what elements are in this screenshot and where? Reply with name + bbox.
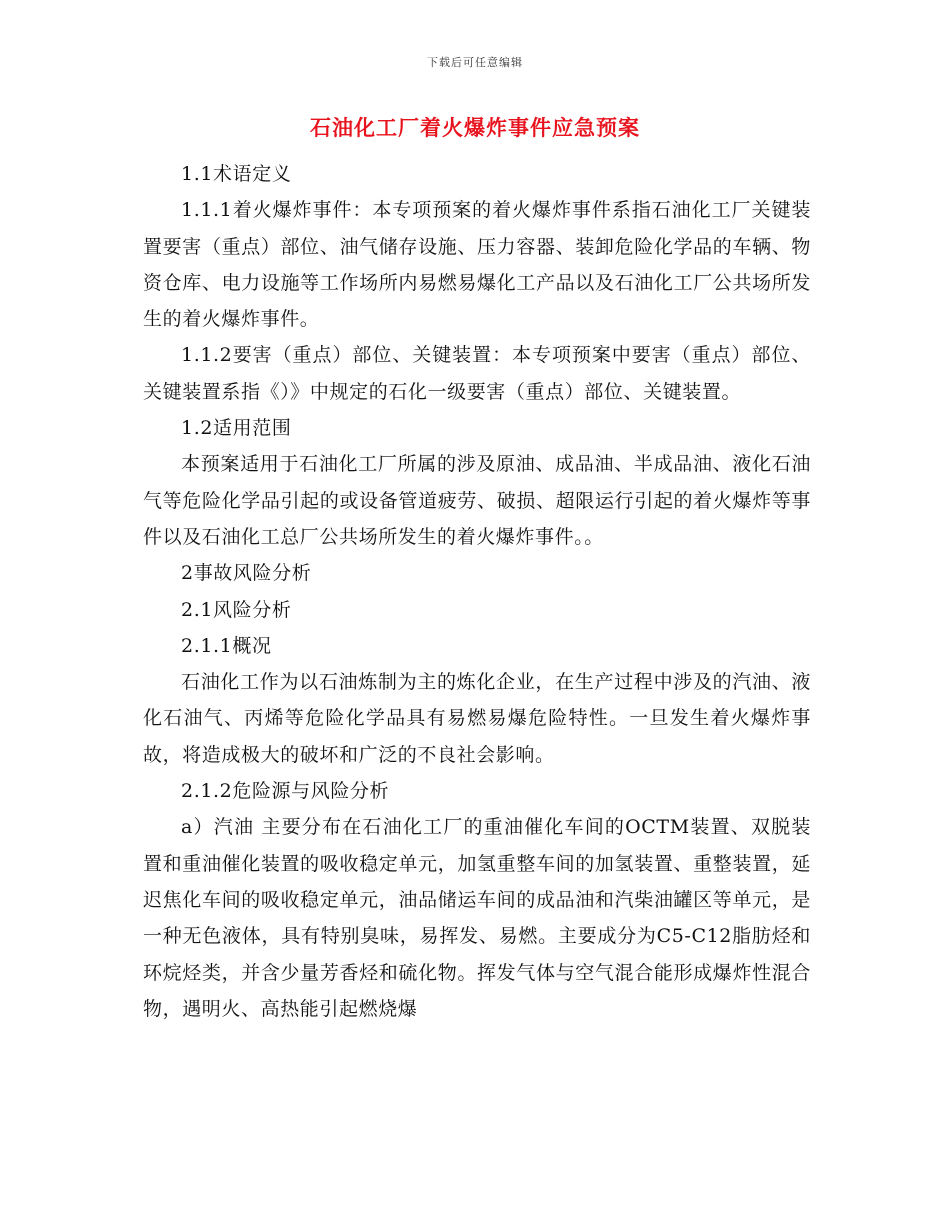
document-body <box>143 156 811 1027</box>
header-note: 下载后可任意编辑 <box>427 56 523 69</box>
paragraph-scope: 本预案适用于石油化工厂所属的涉及原油、成品油、半成品油、液化石油气等危险化学品引起的或设备管道疲劳、破损、超限运行引起的着火爆炸等事件以及石油化工总厂公共场所发生的着火爆炸事件。。 <box>143 453 811 548</box>
section-2-heading: 2事故风险分析 <box>181 562 312 585</box>
paragraph-1-1-1: 1.1.1着火爆炸事件：本专项预案的着火爆炸事件系指石油化工厂关键装置要害（重点）部位、油气储存设施、压力容器、装卸危险化学品的车辆、物资仓库、电力设施等工作场所内易燃易爆化工产品以及石油化工厂公共场所发生的着火爆炸事件。 <box>143 199 811 331</box>
document-title: 石油化工厂着火爆炸事件应急预案 <box>310 115 640 140</box>
section-2-1-2-heading: 2.1.2危险源与风险分析 <box>181 780 390 803</box>
section-2-1-heading: 2.1风险分析 <box>181 598 292 621</box>
section-2-1-1-heading: 2.1.1概况 <box>181 634 272 657</box>
paragraph-1-1-2: 1.1.2要害（重点）部位、关键装置：本专项预案中要害（重点）部位、关键装置系指《）》中规定的石化一级要害（重点）部位、关键装置。 <box>143 344 811 403</box>
paragraph-overview: 石油化工作为以石油炼制为主的炼化企业，在生产过程中涉及的汽油、液化石油气、丙烯等危险化学品具有易燃易爆危险特性。一旦发生着火爆炸事故，将造成极大的破坏和广泛的不良社会影响。 <box>143 671 811 766</box>
section-1-1-heading: 1.1术语定义 <box>181 163 292 185</box>
section-1-2-heading: 1.2适用范围 <box>181 417 292 440</box>
paragraph-gasoline: a）汽油 主要分布在石油化工厂的重油催化车间的OCTM装置、双脱装置和重油催化装置的吸收稳定单元，加氢重整车间的加氢装置、重整装置，延迟焦化车间的吸收稳定单元，油品储运车间的成品油和汽柴油罐区等单元，是一种无色液体，具有特别臭味，易挥发、易燃。主要成分为C5-C12脂肪烃和环烷烃类，并含少量芳香烃和硫化物。挥发气体与空气混合能形成爆炸性混合物，遇明火、高热能引起燃烧爆 <box>143 816 811 1020</box>
